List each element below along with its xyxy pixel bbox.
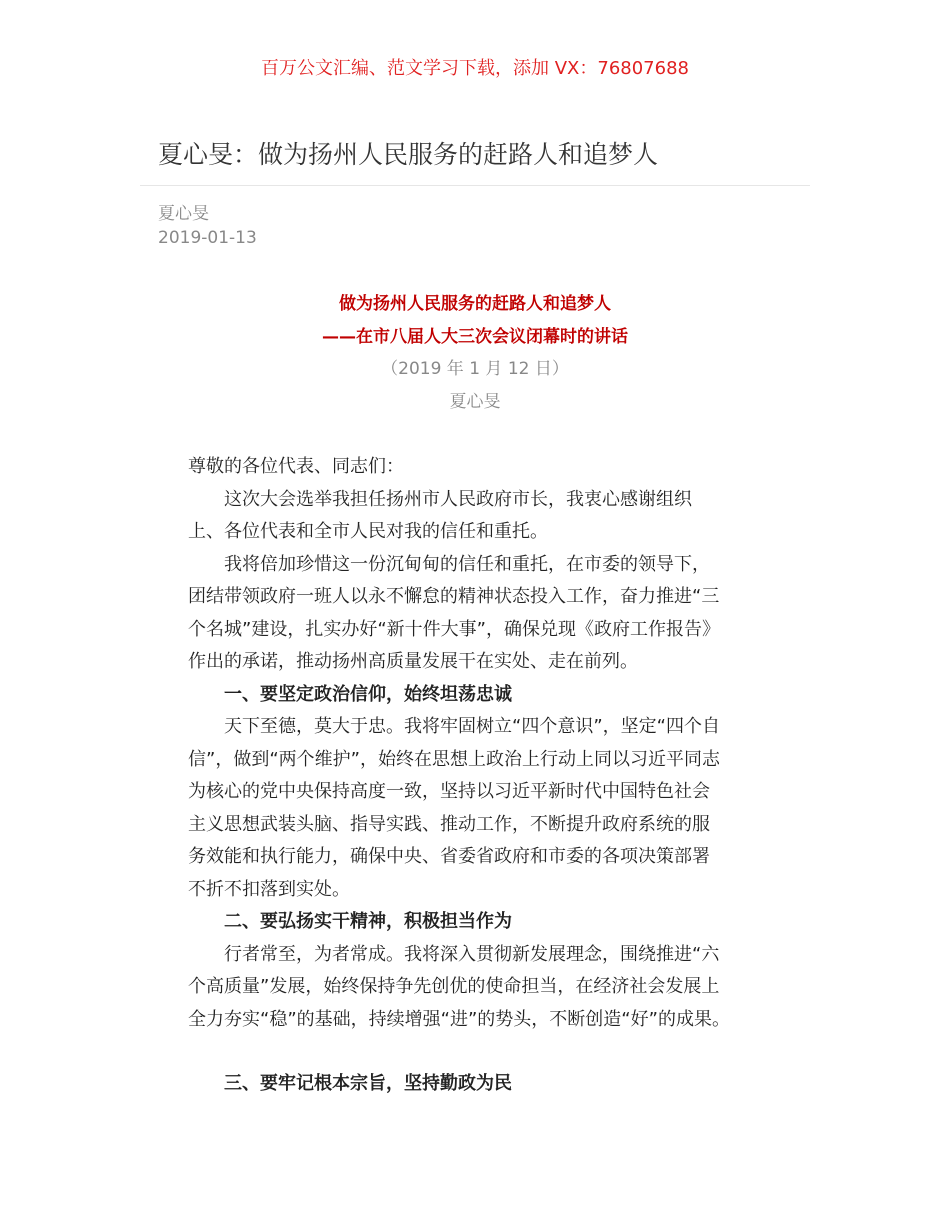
paragraph-line: 行者常至，为者常成。我将深入贯彻新发展理念，围绕推进“六 xyxy=(224,943,720,965)
speech-body xyxy=(188,451,768,1101)
speech-date: （2019 年 1 月 12 日） xyxy=(381,359,569,379)
section-heading-2: 二、要弘扬实干精神，积极担当作为 xyxy=(224,911,512,932)
paragraph-line: 信”，做到“两个维护”，始终在思想上政治上行动上同以习近平同志 xyxy=(188,748,720,770)
paragraph-line: 上、各位代表和全市人民对我的信任和重托。 xyxy=(188,521,548,542)
speech-subtitle: ——在市八届人大三次会议闭幕时的讲话 xyxy=(322,327,628,347)
paragraph-line: 这次大会选举我担任扬州市人民政府市长，我衷心感谢组织 xyxy=(224,488,692,510)
paragraph-line: 不折不扣落到实处。 xyxy=(188,878,350,900)
title-divider xyxy=(140,185,810,186)
paragraph-line: 务效能和执行能力，确保中央、省委省政府和市委的各项决策部署 xyxy=(188,846,710,867)
paragraph-1 xyxy=(188,484,768,549)
section-heading-3: 三、要牢记根本宗旨，坚持勤政为民 xyxy=(224,1073,512,1094)
promo-banner: 百万公文汇编、范文学习下载，添加 VX：76807688 xyxy=(261,58,689,79)
speech-speaker: 夏心旻 xyxy=(449,392,501,412)
article-author: 夏心旻 xyxy=(158,204,209,224)
paragraph-line: 个名城”建设，扎实办好“新十件大事”，确保兑现《政府工作报告》 xyxy=(188,618,720,640)
paragraph-line: 主义思想武装头脑、指导实践、推动工作，不断提升政府系统的服 xyxy=(188,813,710,835)
paragraph-line: 我将倍加珍惜这一份沉甸甸的信任和重托，在市委的领导下， xyxy=(224,553,710,575)
article-date: 2019-01-13 xyxy=(158,228,257,248)
paragraph-line: 个高质量”发展，始终保持争先创优的使命担当，在经济社会发展上 xyxy=(188,976,720,997)
paragraph-line: 团结带领政府一班人以永不懈怠的精神状态投入工作，奋力推进“三 xyxy=(188,586,720,607)
section-heading-1: 一、要坚定政治信仰，始终坦荡忠诚 xyxy=(224,683,512,705)
article-title: 夏心旻：做为扬州人民服务的赶路人和追梦人 xyxy=(158,140,659,169)
paragraph-line: 作出的承诺，推动扬州高质量发展干在实处、走在前列。 xyxy=(188,651,638,672)
paragraph-line: 天下至德，莫大于忠。我将牢固树立“四个意识”，坚定“四个自 xyxy=(224,716,720,737)
paragraph-3 xyxy=(188,711,768,906)
salutation: 尊敬的各位代表、同志们： xyxy=(188,456,404,477)
paragraph-line: 全力夯实“稳”的基础，持续增强“进”的势头，不断创造“好”的成果。 xyxy=(188,1008,730,1030)
paragraph-4 xyxy=(188,939,768,1037)
paragraph-line: 为核心的党中央保持高度一致，坚持以习近平新时代中国特色社会 xyxy=(188,781,710,802)
paragraph-2 xyxy=(188,549,768,679)
paragraph-gap xyxy=(188,1036,768,1068)
speech-title: 做为扬州人民服务的赶路人和追梦人 xyxy=(339,294,611,314)
